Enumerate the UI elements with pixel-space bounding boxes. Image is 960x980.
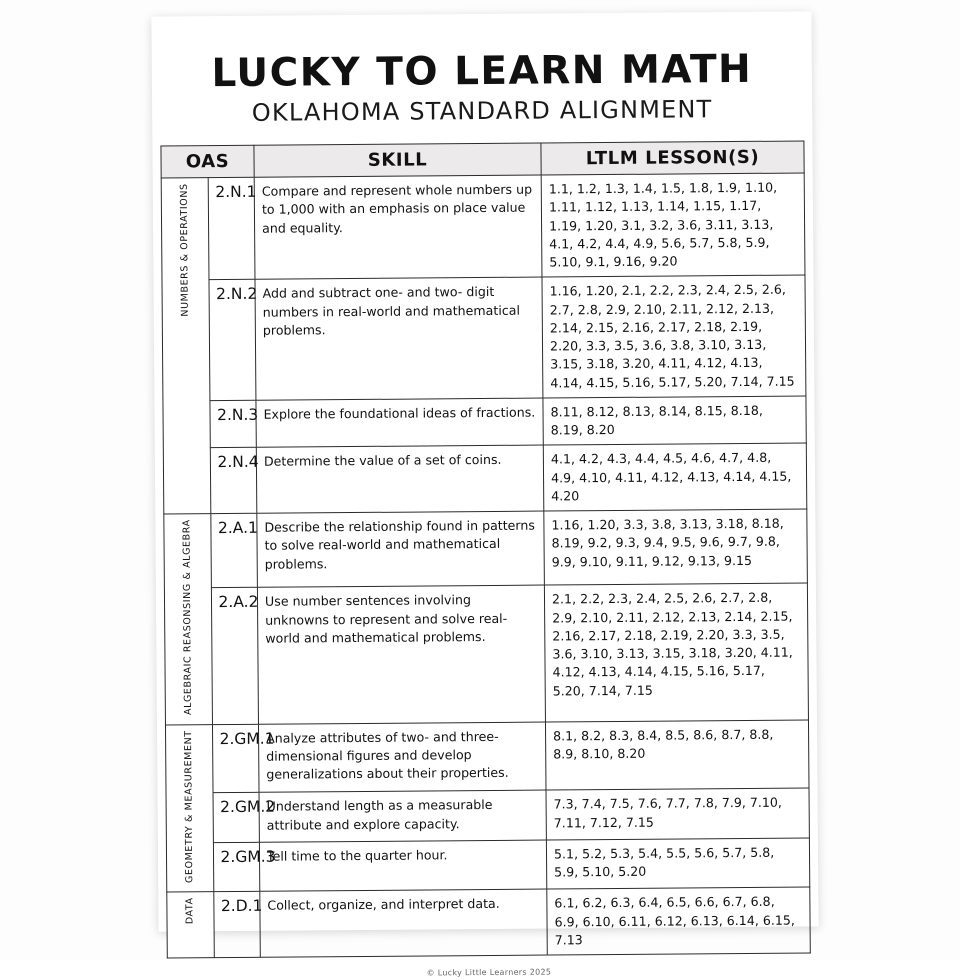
lesson-list: 8.11, 8.12, 8.13, 8.14, 8.15, 8.18, 8.19, 8.20 [543,396,806,446]
standard-code: 2.A.1 [210,513,257,588]
group-label-cell-numbers-operations [161,178,210,514]
group-label: NUMBERS & OPERATIONS [178,183,191,317]
lesson-list: 1.16, 1.20, 2.1, 2.2, 2.3, 2.4, 2.5, 2.6, 2.7, 2.8, 2.9, 2.10, 2.11, 2.12, 2.13, 2.14, 2.15, 2.16, 2.17, 2.18, 2.19, 2.20, 3.3, 3.5, 3.6, 3.8, 3.10, 3.13, 3.15, 3.18, 3.20, 4.11, 4.12, 4.13, 4.14, 4.15, 5.16, 5.17, 5.20, 7.14, 7.15 [542,275,806,398]
skill-description: Understand length as a measurable attribute and explore capacity. [259,790,546,842]
skill-description: Use number sentences involving unknowns to represent and solve real-world and mathematical problems. [257,585,545,724]
table-row [164,509,808,588]
table-row [166,838,809,893]
table-row [163,396,806,449]
column-header-oas: OAS [161,145,254,178]
lesson-list: 1.1, 1.2, 1.3, 1.4, 1.5, 1.8, 1.9, 1.10, 1.11, 1.12, 1.13, 1.14, 1.15, 1.17, 1.19, 1.20, 3.1, 3.2, 3.6, 3.11, 3.13, 4.1, 4.2, 4.4, 4.9, 5.6, 5.7, 5.8, 5.9, 5.10, 9.1, 9.16, 9.20 [541,173,805,277]
table-row [165,720,809,794]
group-label-cell-geometry-measurement [165,724,213,892]
skill-description: Compare and represent whole numbers up to 1,000 with an emphasis on place value and equality. [254,175,542,280]
lesson-list: 8.1, 8.2, 8.3, 8.4, 8.5, 8.6, 8.7, 8.8, 8.9, 8.10, 8.20 [545,720,809,791]
column-header-skill: SKILL [254,143,541,177]
copyright-footer: © Lucky Little Learners 2025 [426,967,552,978]
group-label-cell-algebraic-reasoning [164,514,212,725]
group-label: DATA [184,897,196,925]
skill-description: Determine the value of a set of coins. [256,445,544,513]
standard-code: 2.GM.2 [213,793,260,843]
table-row [164,583,808,724]
skill-description: Analyze attributes of two- and three-dimensional figures and develop generalizations about their properties. [258,722,546,793]
skill-description: Tell time to the quarter hour. [259,840,546,892]
lesson-list: 2.1, 2.2, 2.3, 2.4, 2.5, 2.6, 2.7, 2.8, 2.9, 2.10, 2.11, 2.12, 2.13, 2.14, 2.15, 2.16, 2.17, 2.18, 2.19, 2.20, 3.3, 3.5, 3.6, 3.10, 3.13, 3.15, 3.18, 3.20, 4.11, 4.12, 4.13, 4.14, 4.15, 5.16, 5.17, 5.20, 7.14, 7.15 [544,583,808,721]
column-header-lessons: LTLM LESSON(S) [541,141,804,175]
standard-code: 2.N.4 [210,448,257,514]
lesson-list: 4.1, 4.2, 4.3, 4.4, 4.5, 4.6, 4.7, 4.8, 4.9, 4.10, 4.11, 4.12, 4.13, 4.14, 4.15, 4.20 [543,443,807,511]
table-body [161,173,810,958]
lesson-list: 7.3, 7.4, 7.5, 7.6, 7.7, 7.8, 7.9, 7.10, 7.11, 7.12, 7.15 [546,788,809,840]
standard-code: 2.GM.1 [212,724,259,793]
table-row [161,173,805,280]
lesson-list: 6.1, 6.2, 6.3, 6.4, 6.5, 6.6, 6.7, 6.8, 6.9, 6.10, 6.11, 6.12, 6.13, 6.14, 6.15, 7.13 [547,887,811,955]
table-row [163,443,806,514]
skill-description: Describe the relationship found in patterns to solve real-world and mathematical problems. [257,511,545,588]
page-title: LUCKY TO LEARN MATH [211,46,753,97]
lesson-list: 5.1, 5.2, 5.3, 5.4, 5.5, 5.6, 5.7, 5.8, 5.9, 5.10, 5.20 [546,838,809,890]
skill-description: Explore the foundational ideas of fractions. [256,398,543,448]
group-label-cell-data [167,892,214,958]
lesson-list: 1.16, 1.20, 3.3, 3.8, 3.13, 3.18, 8.18, 8.19, 9.2, 9.3, 9.4, 9.5, 9.6, 9.7, 9.8, 9.9, 9.10, 9.11, 9.12, 9.13, 9.15 [544,509,808,585]
standard-code: 2.A.2 [211,588,259,725]
group-label: ALGEBRAIC REASONSING & ALGEBRA [181,519,194,716]
group-label: GEOMETRY & MEASUREMENT [182,729,196,883]
standards-alignment-table [160,140,810,958]
table-row [166,788,809,843]
table-row [167,887,810,958]
page-subtitle: OKLAHOMA STANDARD ALIGNMENT [251,95,713,127]
document-sheet [151,11,818,978]
table-row [162,275,806,401]
skill-description: Add and subtract one- and two- digit numbers in real-world and mathematical problems. [255,277,543,400]
table-header [161,141,804,178]
standard-code: 2.GM.3 [213,842,260,892]
standard-code: 2.N.3 [209,400,256,448]
standard-code: 2.N.1 [208,177,255,280]
standard-code: 2.D.1 [213,892,260,958]
skill-description: Collect, organize, and interpret data. [260,889,548,957]
standard-code: 2.N.2 [208,280,255,401]
